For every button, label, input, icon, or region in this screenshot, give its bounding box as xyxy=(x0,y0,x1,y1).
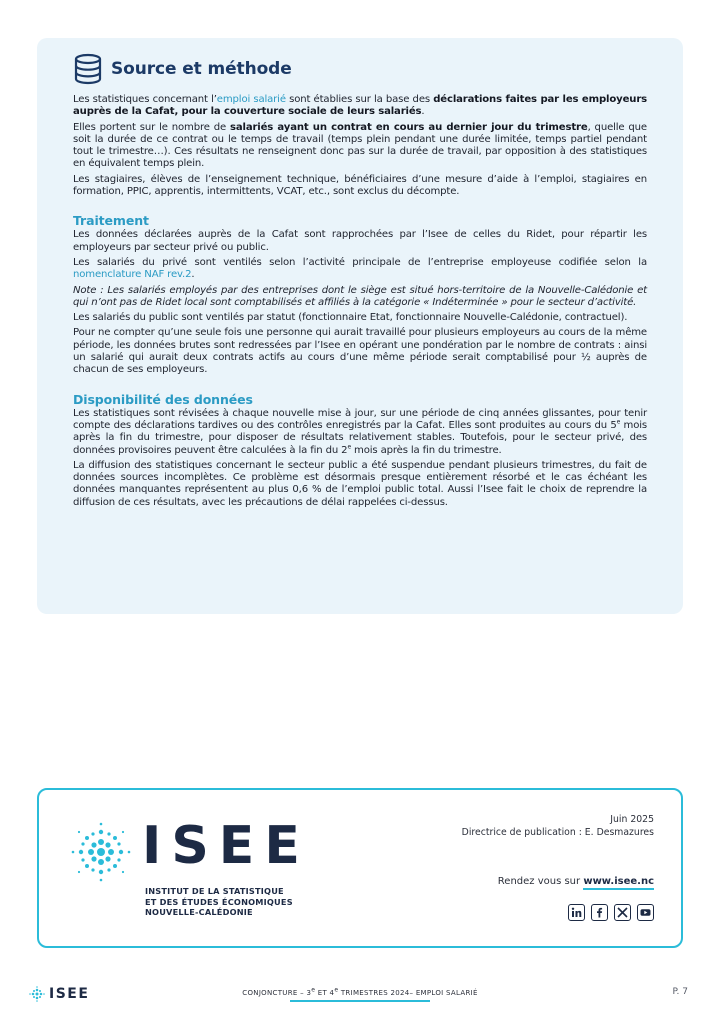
visit-text: Rendez vous sur xyxy=(497,876,584,887)
superscript: e xyxy=(311,986,316,994)
bold-text: déclarations faites par les employeurs auprès de la Cafat, pour la couverture sociale de leurs salariés xyxy=(73,94,647,118)
footer-rule xyxy=(290,1000,430,1002)
text: Les salariés du privé sont ventilés selon l’activité principale de l’entreprise employeuse codifiée selon la xyxy=(73,256,647,268)
traitement-paragraph-2 xyxy=(73,257,647,282)
publication-director: Directrice de publication : E. Desmazures xyxy=(461,827,654,838)
text: ET 4 xyxy=(315,989,335,997)
text: Elles portent sur le nombre de xyxy=(73,121,230,133)
footer-logo-word: ISEE xyxy=(49,986,90,1002)
x-icon[interactable] xyxy=(614,904,631,921)
superscript: e xyxy=(334,986,339,994)
bold-text: salariés ayant un contrat en cours au dernier jour du trimestre xyxy=(229,121,588,133)
isee-logo-subtitle xyxy=(145,886,315,918)
isee-logo-mark-icon xyxy=(69,820,133,884)
superscript: e xyxy=(347,443,351,451)
method-paragraph-1 xyxy=(73,94,647,119)
disponibilite-paragraph-1 xyxy=(73,408,647,457)
page-number: P. 7 xyxy=(672,987,688,997)
method-header xyxy=(73,52,647,86)
logo-line-1: INSTITUT DE LA STATISTIQUE xyxy=(145,886,284,896)
text: mois après la fin du trimestre, pour disposer de résultats relativement stables. Toutefois, pour le secteur privé, des données provisoires peuvent être calculées à la fin du 2 xyxy=(73,419,647,456)
isee-logo[interactable] xyxy=(69,816,309,926)
youtube-icon[interactable] xyxy=(637,904,654,921)
text: TRIMESTRES 2024– EMPLOI SALARIÉ xyxy=(338,989,478,997)
text: . xyxy=(191,269,195,281)
logo-line-2: ET DES ÉTUDES ÉCONOMIQUES xyxy=(145,896,293,907)
publication-date: Juin 2025 xyxy=(610,814,654,825)
disponibilite-paragraph-2: La diffusion des statistiques concernant le secteur public a été suspendue pendant plusieurs trimestres, du fait de données sources incomplètes. Ce problème est désormais presque entièrement résorbé et le cas échéant les données manquantes représentent au plus 0,6 % de l’emploi public total. Aussi l’Isee fait le choix de reprendre la diffusion de ces résultats, avec les précautions de délai rappelées ci-dessus. xyxy=(73,459,647,508)
method-paragraph-2 xyxy=(73,122,647,171)
traitement-paragraph-3: Les salariés du public sont ventilés par statut (fonctionnaire Etat, fonctionnaire Nouvelle-Calédonie, contractuel). xyxy=(73,312,628,324)
method-title: Source et méthode xyxy=(111,59,292,79)
traitement-note: Note : Les salariés employés par des entreprises dont le siège est situé hors-territoire de la Nouvelle-Calédonie et qui n’ont pas de Ridet local sont comptabilisés et affiliés à la catégorie « Indéterminée » pour le secteur d’activité. xyxy=(73,284,647,308)
traitement-title: Traitement xyxy=(73,213,149,229)
footer-publication-title xyxy=(0,986,720,1002)
text: mois après la fin du trimestre. xyxy=(351,444,502,456)
superscript: e xyxy=(616,418,621,426)
isee-logo-wordmark: ISEE xyxy=(142,816,310,876)
text: . xyxy=(421,106,425,118)
logo-line-3: NOUVELLE-CALÉDONIE xyxy=(145,907,253,917)
visit-website xyxy=(498,876,654,887)
text: Les statistiques sont révisées à chaque nouvelle mise à jour, sur une période de cinq années glissantes, pour tenir compte des déclarations tardives ou des contrôles enregistrés par la Cafat. Elles sont produites au cours du 5 xyxy=(73,407,647,431)
traitement-paragraph-1: Les données déclarées auprès de la Cafat sont rapprochées par l’Isee de celles du Ridet, pour répartir les employeurs par secteur privé ou public. xyxy=(73,229,647,253)
text: , quelle que soit la durée de ce contrat ou le temps de travail (temps plein pendant une durée limitée, temps partiel pendant tout le trimestre…). Ces résultats ne renseignent donc pas sur la durée de travail, par opposition à des statistiques en équivalent temps plein. xyxy=(73,121,647,170)
social-links xyxy=(568,904,654,921)
facebook-icon[interactable] xyxy=(591,904,608,921)
method-paragraph-3: Les stagiaires, élèves de l’enseignement technique, bénéficiaires d’une mesure d’aide à l’emploi, stagiaires en formation, PPIC, apprentis, intermittents, VCAT, etc., sont exclus du décompte. xyxy=(73,173,647,198)
method-panel xyxy=(37,38,683,614)
disponibilite-title: Disponibilité des données xyxy=(73,391,253,407)
text: sont établies sur la base des xyxy=(285,94,434,105)
website-link[interactable]: www.isee.nc xyxy=(583,876,654,890)
nomenclature-link[interactable]: nomenclature NAF rev.2 xyxy=(73,269,192,281)
publication-info-box xyxy=(37,788,683,948)
text: Les statistiques concernant l’ xyxy=(73,94,217,105)
linkedin-icon[interactable] xyxy=(568,904,585,921)
emploi-salarie-link[interactable]: emploi salarié xyxy=(216,94,286,105)
traitement-paragraph-4: Pour ne compter qu’une seule fois une personne qui aurait travaillé pour plusieurs employeurs au cours de la même période, les données brutes sont redressées par l’Isee en opérant une pondération par le nombre de contrats : ainsi un salarié qui aurait deux contrats actifs au cours d’une même période serait comptabilisé pour ½ auprès de chacun de ses employeurs. xyxy=(73,327,647,376)
database-icon xyxy=(73,53,103,85)
text: CONJONCTURE – 3 xyxy=(242,989,312,997)
